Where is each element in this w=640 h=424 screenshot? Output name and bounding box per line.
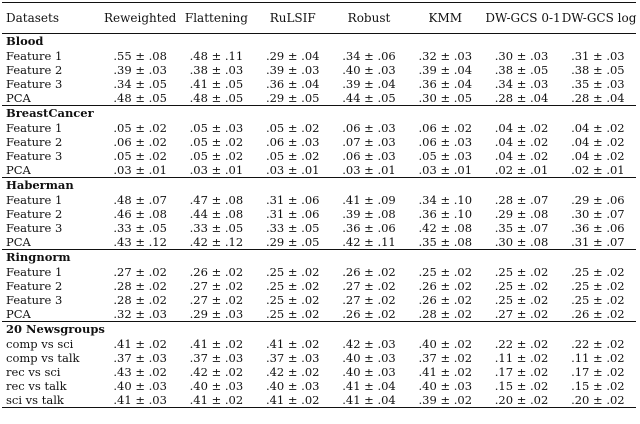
result-cell: .26 ± .02 — [342, 265, 396, 279]
result-cell: .39 ± .08 — [342, 207, 396, 221]
result-cell: .27 ± .02 — [342, 293, 396, 307]
result-cell: .41 ± .02 — [418, 365, 473, 379]
table-row — [2, 77, 636, 91]
result-cell: .34 ± .05 — [113, 77, 167, 91]
column-header: Reweighted — [104, 11, 177, 25]
result-cell: .15 ± .02 — [571, 379, 625, 393]
result-cell: .39 ± .03 — [265, 63, 320, 77]
table-row — [2, 91, 636, 106]
table-row — [2, 221, 636, 235]
result-cell: .48 ± .07 — [113, 193, 167, 207]
result-cell: .27 ± .02 — [494, 307, 549, 321]
result-cell: .34 ± .10 — [418, 193, 473, 207]
result-cell: .28 ± .04 — [494, 91, 549, 105]
table-row — [2, 293, 636, 307]
result-cell: .29 ± .04 — [265, 49, 320, 63]
result-cell: .33 ± .05 — [189, 221, 244, 235]
result-cell: .32 ± .03 — [113, 307, 167, 321]
result-cell: .25 ± .02 — [494, 279, 549, 293]
result-cell: .05 ± .02 — [113, 149, 167, 163]
result-cell: .43 ± .12 — [113, 235, 167, 249]
result-cell: .39 ± .04 — [342, 77, 396, 91]
result-cell: .27 ± .02 — [113, 265, 167, 279]
result-cell: .37 ± .03 — [189, 351, 244, 365]
table-row — [2, 207, 636, 221]
result-cell: .30 ± .07 — [571, 207, 625, 221]
column-header: DW-GCS log — [561, 11, 637, 25]
result-cell: .06 ± .02 — [418, 121, 473, 135]
result-cell: .25 ± .02 — [494, 265, 549, 279]
result-cell: .38 ± .03 — [189, 63, 244, 77]
column-header: Datasets — [6, 11, 59, 25]
table-header — [2, 3, 636, 34]
result-cell: .06 ± .03 — [265, 135, 320, 149]
table-row — [2, 193, 636, 207]
result-cell: .34 ± .03 — [494, 77, 549, 91]
result-cell: .25 ± .02 — [571, 265, 625, 279]
group-header-row — [2, 322, 636, 338]
result-cell: .04 ± .02 — [571, 135, 625, 149]
result-cell: .17 ± .02 — [571, 365, 625, 379]
result-cell: .26 ± .02 — [418, 293, 473, 307]
table-row — [2, 307, 636, 322]
row-label: Feature 1 — [6, 121, 63, 135]
table-row — [2, 365, 636, 379]
result-cell: .40 ± .03 — [342, 63, 396, 77]
result-cell: .25 ± .02 — [265, 279, 320, 293]
group-header-row — [2, 178, 636, 194]
result-cell: .06 ± .03 — [418, 135, 473, 149]
result-cell: .41 ± .05 — [189, 77, 244, 91]
row-label: comp vs talk — [6, 351, 80, 365]
result-cell: .31 ± .07 — [571, 235, 625, 249]
row-label: Feature 1 — [6, 265, 63, 279]
result-cell: .44 ± .08 — [189, 207, 244, 221]
result-cell: .35 ± .08 — [418, 235, 473, 249]
row-label: rec vs sci — [6, 365, 61, 379]
table-row — [2, 337, 636, 351]
result-cell: .46 ± .08 — [113, 207, 167, 221]
result-cell: .05 ± .02 — [113, 121, 167, 135]
result-cell: .41 ± .02 — [113, 337, 167, 351]
row-label: PCA — [6, 163, 31, 177]
result-cell: .02 ± .01 — [571, 163, 625, 177]
group-title: Ringnorm — [6, 250, 71, 264]
table-row — [2, 121, 636, 135]
column-header: Robust — [347, 11, 391, 25]
result-cell: .06 ± .02 — [113, 135, 167, 149]
result-cell: .40 ± .03 — [342, 365, 396, 379]
result-cell: .40 ± .03 — [342, 351, 396, 365]
result-cell: .25 ± .02 — [571, 293, 625, 307]
result-cell: .29 ± .05 — [265, 91, 320, 105]
result-cell: .55 ± .08 — [113, 49, 167, 63]
dataset-group — [2, 178, 636, 250]
result-cell: .05 ± .02 — [189, 149, 244, 163]
result-cell: .27 ± .02 — [189, 293, 244, 307]
table-row — [2, 351, 636, 365]
result-cell: .28 ± .04 — [571, 91, 625, 105]
table-row — [2, 265, 636, 279]
row-label: Feature 3 — [6, 77, 63, 91]
result-cell: .03 ± .01 — [189, 163, 244, 177]
result-cell: .39 ± .02 — [418, 393, 473, 407]
group-title: Haberman — [6, 178, 74, 192]
result-cell: .25 ± .02 — [418, 265, 473, 279]
result-cell: .05 ± .02 — [265, 121, 320, 135]
header-row — [2, 3, 636, 34]
result-cell: .11 ± .02 — [571, 351, 625, 365]
result-cell: .31 ± .06 — [265, 193, 320, 207]
result-cell: .40 ± .03 — [418, 379, 473, 393]
row-label: rec vs talk — [6, 379, 67, 393]
column-header: Flattening — [184, 11, 248, 25]
result-cell: .28 ± .02 — [113, 293, 167, 307]
result-cell: .04 ± .02 — [494, 149, 549, 163]
column-header: RuLSIF — [269, 11, 316, 25]
dataset-group — [2, 322, 636, 408]
result-cell: .06 ± .03 — [342, 149, 396, 163]
result-cell: .33 ± .05 — [113, 221, 167, 235]
result-cell: .07 ± .03 — [342, 135, 396, 149]
result-cell: .26 ± .02 — [418, 279, 473, 293]
table-row — [2, 379, 636, 393]
result-cell: .05 ± .02 — [265, 149, 320, 163]
result-cell: .04 ± .02 — [494, 121, 549, 135]
result-cell: .36 ± .06 — [571, 221, 625, 235]
column-header: KMM — [428, 11, 463, 25]
result-cell: .39 ± .03 — [113, 63, 167, 77]
row-label: PCA — [6, 235, 31, 249]
result-cell: .42 ± .02 — [189, 365, 244, 379]
result-cell: .41 ± .02 — [189, 337, 244, 351]
result-cell: .05 ± .02 — [189, 135, 244, 149]
table-row — [2, 63, 636, 77]
table-row — [2, 163, 636, 178]
result-cell: .29 ± .05 — [265, 235, 320, 249]
row-label: Feature 1 — [6, 49, 63, 63]
result-cell: .48 ± .05 — [189, 91, 244, 105]
result-cell: .41 ± .02 — [189, 393, 244, 407]
result-cell: .36 ± .10 — [418, 207, 473, 221]
result-cell: .44 ± .05 — [342, 91, 396, 105]
row-label: PCA — [6, 91, 31, 105]
dataset-group — [2, 34, 636, 106]
group-title: 20 Newsgroups — [6, 322, 105, 336]
result-cell: .29 ± .06 — [571, 193, 625, 207]
result-cell: .33 ± .05 — [265, 221, 320, 235]
row-label: Feature 1 — [6, 193, 63, 207]
group-header-row — [2, 250, 636, 266]
row-label: Feature 3 — [6, 221, 63, 235]
row-label: PCA — [6, 307, 31, 321]
result-cell: .27 ± .02 — [342, 279, 396, 293]
result-cell: .26 ± .02 — [342, 307, 396, 321]
result-cell: .05 ± .03 — [418, 149, 473, 163]
result-cell: .41 ± .02 — [265, 337, 320, 351]
result-cell: .36 ± .04 — [265, 77, 320, 91]
result-cell: .03 ± .01 — [418, 163, 473, 177]
result-cell: .42 ± .03 — [342, 337, 396, 351]
group-title: BreastCancer — [6, 106, 94, 120]
result-cell: .42 ± .12 — [189, 235, 244, 249]
result-cell: .25 ± .02 — [265, 307, 320, 321]
result-cell: .05 ± .03 — [189, 121, 244, 135]
result-cell: .04 ± .02 — [571, 149, 625, 163]
result-cell: .47 ± .08 — [189, 193, 244, 207]
result-cell: .48 ± .05 — [113, 91, 167, 105]
result-cell: .41 ± .04 — [342, 393, 396, 407]
result-cell: .41 ± .03 — [113, 393, 167, 407]
result-cell: .31 ± .03 — [571, 49, 625, 63]
result-cell: .25 ± .02 — [571, 279, 625, 293]
result-cell: .37 ± .03 — [265, 351, 320, 365]
result-cell: .40 ± .02 — [418, 337, 473, 351]
result-cell: .41 ± .04 — [342, 379, 396, 393]
result-cell: .48 ± .11 — [189, 49, 244, 63]
result-cell: .36 ± .04 — [418, 77, 473, 91]
row-label: Feature 2 — [6, 207, 63, 221]
result-cell: .02 ± .01 — [494, 163, 549, 177]
result-cell: .41 ± .09 — [342, 193, 396, 207]
result-cell: .25 ± .02 — [265, 265, 320, 279]
result-cell: .03 ± .01 — [113, 163, 167, 177]
result-cell: .29 ± .03 — [189, 307, 244, 321]
dataset-group — [2, 250, 636, 322]
table-row — [2, 149, 636, 163]
column-header: DW-GCS 0-1 — [485, 11, 561, 25]
result-cell: .11 ± .02 — [494, 351, 549, 365]
result-cell: .15 ± .02 — [494, 379, 549, 393]
result-cell: .34 ± .06 — [342, 49, 396, 63]
result-cell: .27 ± .02 — [189, 279, 244, 293]
dataset-group — [2, 106, 636, 178]
group-header-row — [2, 106, 636, 122]
result-cell: .04 ± .02 — [494, 135, 549, 149]
result-cell: .29 ± .08 — [494, 207, 549, 221]
row-label: comp vs sci — [6, 337, 74, 351]
group-header-row — [2, 34, 636, 50]
result-cell: .20 ± .02 — [494, 393, 549, 407]
result-cell: .28 ± .02 — [418, 307, 473, 321]
result-cell: .32 ± .03 — [418, 49, 473, 63]
result-cell: .39 ± .04 — [418, 63, 473, 77]
result-cell: .38 ± .05 — [494, 63, 549, 77]
result-cell: .20 ± .02 — [571, 393, 625, 407]
result-cell: .22 ± .02 — [571, 337, 625, 351]
row-label: sci vs talk — [6, 393, 64, 407]
result-cell: .42 ± .11 — [342, 235, 396, 249]
result-cell: .37 ± .03 — [113, 351, 167, 365]
row-label: Feature 2 — [6, 63, 63, 77]
result-cell: .35 ± .03 — [571, 77, 625, 91]
result-cell: .41 ± .02 — [265, 393, 320, 407]
result-cell: .38 ± .05 — [571, 63, 625, 77]
table-row — [2, 135, 636, 149]
table-row — [2, 279, 636, 293]
result-cell: .30 ± .03 — [494, 49, 549, 63]
row-label: Feature 3 — [6, 149, 63, 163]
result-cell: .04 ± .02 — [571, 121, 625, 135]
result-cell: .25 ± .02 — [494, 293, 549, 307]
result-cell: .03 ± .01 — [342, 163, 396, 177]
result-cell: .40 ± .03 — [265, 379, 320, 393]
table-row — [2, 235, 636, 250]
result-cell: .17 ± .02 — [494, 365, 549, 379]
row-label: Feature 3 — [6, 293, 63, 307]
result-cell: .43 ± .02 — [113, 365, 167, 379]
result-cell: .30 ± .05 — [418, 91, 473, 105]
table-row — [2, 393, 636, 408]
result-cell: .40 ± .03 — [189, 379, 244, 393]
result-cell: .22 ± .02 — [494, 337, 549, 351]
group-title: Blood — [6, 34, 44, 48]
table-row — [2, 49, 636, 63]
result-cell: .42 ± .02 — [265, 365, 320, 379]
result-cell: .31 ± .06 — [265, 207, 320, 221]
result-cell: .36 ± .06 — [342, 221, 396, 235]
result-cell: .30 ± .08 — [494, 235, 549, 249]
result-cell: .28 ± .02 — [113, 279, 167, 293]
result-cell: .26 ± .02 — [571, 307, 625, 321]
result-cell: .35 ± .07 — [494, 221, 549, 235]
results-table — [2, 2, 636, 408]
row-label: Feature 2 — [6, 279, 63, 293]
result-cell: .37 ± .02 — [418, 351, 473, 365]
result-cell: .42 ± .08 — [418, 221, 473, 235]
result-cell: .26 ± .02 — [189, 265, 244, 279]
result-cell: .28 ± .07 — [494, 193, 549, 207]
result-cell: .25 ± .02 — [265, 293, 320, 307]
row-label: Feature 2 — [6, 135, 63, 149]
result-cell: .06 ± .03 — [342, 121, 396, 135]
result-cell: .40 ± .03 — [113, 379, 167, 393]
result-cell: .03 ± .01 — [265, 163, 320, 177]
